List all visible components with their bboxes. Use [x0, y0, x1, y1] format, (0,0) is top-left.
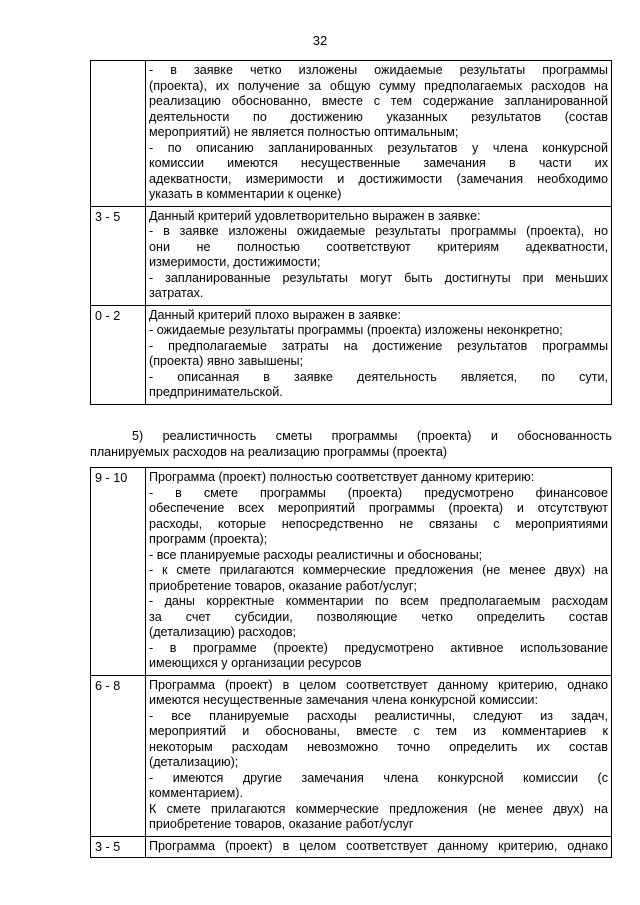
text-line: Программа (проект) в целом соответствует данному критерию, однако: [149, 838, 608, 853]
text-line: - все планируемые расходы реалистичны и обоснованы;: [149, 547, 483, 562]
text-line: некоторым расходам невозможно точно определить их состав: [149, 739, 608, 754]
text-line: программ (проекта);: [149, 532, 268, 546]
table-row: [91, 206, 612, 305]
text-line: К смете прилагаются коммерческие предложения (не менее двух) на: [149, 801, 608, 816]
text-line: указать в комментарии к оценке): [149, 187, 342, 201]
text-line: приобретение товаров, оказание работ/услуг;: [149, 578, 417, 593]
table-row: [91, 675, 612, 836]
text-line: комиссии имеются несущественные замечания в части их: [149, 156, 608, 170]
text-line: - в заявке четко изложены ожидаемые результаты программы: [149, 63, 608, 77]
page-number: 32: [312, 33, 328, 48]
text-line: планируемых расходов на реализацию программы (проекта): [90, 445, 448, 459]
score-cell: 3 - 5: [91, 206, 146, 305]
text-line: - даны корректные комментарии по всем предполагаемым расходам: [149, 594, 608, 608]
text-line: имеющихся у организации ресурсов: [149, 656, 362, 670]
text-line: - в программе (проекте) предусмотрено активное использование: [149, 640, 608, 655]
criteria-table-4: [90, 60, 612, 405]
description-cell: [146, 61, 612, 207]
text-line: Программа (проект) в целом соответствует данному критерию, однако: [149, 677, 608, 692]
description-cell: [146, 305, 612, 404]
text-line: деятельности по достижению указанных результатов (состав: [149, 109, 608, 124]
description-cell: [146, 468, 612, 676]
text-line: измеримости, достижимости;: [149, 255, 321, 269]
text-line: (детализацию);: [149, 755, 239, 769]
table-row: [91, 468, 612, 676]
text-line: затратах.: [149, 286, 204, 300]
text-line: (детализацию) расходов;: [149, 625, 297, 639]
description-cell: [146, 836, 612, 858]
text-line: мероприятий) не является полностью оптимальным;: [149, 125, 459, 139]
score-cell: 6 - 8: [91, 675, 146, 836]
text-line: - предполагаемые затраты на достижение результатов программы: [149, 338, 608, 353]
text-line: обеспечение всех мероприятий программы (проекта) и отсутствуют: [149, 501, 608, 515]
text-line: расходы, которые непосредственно не связаны с мероприятиями: [149, 516, 608, 531]
text-line: - в заявке изложены ожидаемые результаты программы (проекта), но: [149, 224, 608, 238]
text-line: - описанная в заявке деятельность является, по сути,: [149, 369, 608, 384]
text-line: (проекта), их получение за общую сумму предполагаемых расходов на: [149, 78, 608, 93]
text-line: они не полностью соответствуют критериям адекватности,: [149, 239, 608, 254]
criteria-table-5: [90, 467, 612, 858]
text-line: реализацию обоснованно, вместе с тем содержание запланированной: [149, 94, 608, 108]
text-line: адекватности, измеримости и достижимости (замечания необходимо: [149, 171, 608, 186]
text-line: имеются несущественные замечания члена конкурсной комиссии:: [149, 693, 538, 707]
score-cell: [91, 61, 146, 207]
text-line: - по описанию запланированных результатов у члена конкурсной: [149, 140, 608, 155]
description-cell: [146, 675, 612, 836]
score-cell: 9 - 10: [91, 468, 146, 676]
table-row: [91, 61, 612, 207]
table-row: [91, 305, 612, 404]
text-line: Программа (проект) полностью соответствует данному критерию:: [149, 470, 535, 484]
text-line: комментарием).: [149, 786, 243, 800]
text-line: - запланированные результаты могут быть достигнуты при меньших: [149, 270, 608, 285]
text-line: - в смете программы (проекта) предусмотрено финансовое: [149, 485, 608, 500]
text-line: Данный критерий плохо выражен в заявке:: [149, 307, 401, 322]
text-line: - ожидаемые результаты программы (проекта) изложены неконкретно;: [149, 323, 563, 337]
table-row: [91, 836, 612, 858]
section-heading: [90, 428, 612, 460]
score-cell: 0 - 2: [91, 305, 146, 404]
text-line: - все планируемые расходы реалистичны, следуют из задач,: [149, 708, 608, 723]
text-line: приобретение товаров, оказание работ/услуг: [149, 817, 414, 831]
text-line: - к смете прилагаются коммерческие предложения (не менее двух) на: [149, 563, 608, 577]
score-cell: 3 - 5: [91, 836, 146, 858]
text-line: Данный критерий удовлетворительно выражен в заявке:: [149, 208, 481, 223]
text-line: мероприятий и обоснованы, вместе с тем из комментариев к: [149, 724, 608, 738]
text-line: (проекта) явно завышены;: [149, 354, 304, 368]
text-line: 5) реалистичность сметы программы (проекта) и обоснованность: [132, 429, 612, 443]
text-line: за счет субсидии, позволяющие четко определить состав: [149, 609, 608, 624]
text-line: - имеются другие замечания члена конкурсной комиссии (с: [149, 770, 608, 785]
description-cell: [146, 206, 612, 305]
text-line: предпринимательской.: [149, 385, 283, 399]
